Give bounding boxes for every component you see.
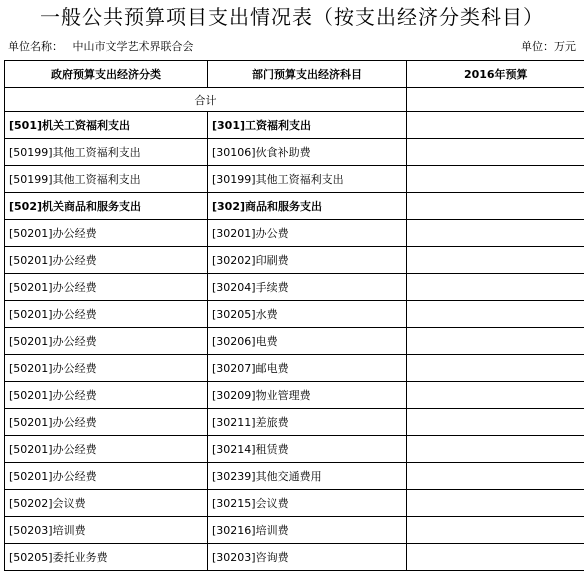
gov-classification-cell: [50205]委托业务费 xyxy=(5,544,208,571)
budget-amount-cell xyxy=(407,274,584,301)
gov-classification-cell: [502]机关商品和服务支出 xyxy=(5,193,208,220)
budget-amount-cell xyxy=(407,517,584,544)
gov-classification-cell: [50201]办公经费 xyxy=(5,247,208,274)
dept-subject-cell: [30206]电费 xyxy=(208,328,407,355)
table-row xyxy=(5,328,584,355)
unit-name: 中山市文学艺术界联合会 xyxy=(72,40,194,53)
dept-subject-cell: [30207]邮电费 xyxy=(208,355,407,382)
gov-classification-cell: [50199]其他工资福利支出 xyxy=(5,139,208,166)
table-row xyxy=(5,166,584,193)
header-2016-budget: 2016年预算 xyxy=(407,61,584,88)
gov-classification-cell: [50201]办公经费 xyxy=(5,463,208,490)
table-row xyxy=(5,247,584,274)
table-row xyxy=(5,220,584,247)
gov-classification-cell: [50201]办公经费 xyxy=(5,409,208,436)
dept-subject-cell: [30106]伙食补助费 xyxy=(208,139,407,166)
budget-amount-cell xyxy=(407,463,584,490)
dept-subject-cell: [30203]咨询费 xyxy=(208,544,407,571)
budget-amount-cell xyxy=(407,328,584,355)
dept-subject-cell: [30205]水费 xyxy=(208,301,407,328)
budget-amount-cell xyxy=(407,193,584,220)
dept-subject-cell: [302]商品和服务支出 xyxy=(208,193,407,220)
gov-classification-cell: [50199]其他工资福利支出 xyxy=(5,166,208,193)
budget-amount-cell xyxy=(407,490,584,517)
currency-unit: 单位：万元 xyxy=(521,40,576,53)
budget-amount-cell xyxy=(407,112,584,139)
budget-amount-cell xyxy=(407,409,584,436)
gov-classification-cell: [50201]办公经费 xyxy=(5,274,208,301)
report-title: 一般公共预算项目支出情况表（按支出经济分类科目） xyxy=(40,5,544,29)
dept-subject-cell: [30211]差旅费 xyxy=(208,409,407,436)
table-row xyxy=(5,436,584,463)
dept-subject-cell: [30204]手续费 xyxy=(208,274,407,301)
header-gov-classification: 政府预算支出经济分类 xyxy=(5,61,208,88)
header-dept-subject: 部门预算支出经济科目 xyxy=(208,61,407,88)
dept-subject-cell: [30199]其他工资福利支出 xyxy=(208,166,407,193)
budget-amount-cell xyxy=(407,247,584,274)
dept-subject-cell: [301]工资福利支出 xyxy=(208,112,407,139)
budget-amount-cell xyxy=(407,166,584,193)
gov-classification-cell: [50201]办公经费 xyxy=(5,328,208,355)
gov-classification-cell: [50201]办公经费 xyxy=(5,355,208,382)
table-row xyxy=(5,139,584,166)
gov-classification-cell: [50201]办公经费 xyxy=(5,382,208,409)
budget-amount-cell xyxy=(407,301,584,328)
gov-classification-cell: [50201]办公经费 xyxy=(5,436,208,463)
budget-amount-cell xyxy=(407,436,584,463)
dept-subject-cell: [30216]培训费 xyxy=(208,517,407,544)
unit-info xyxy=(8,35,194,58)
gov-classification-cell: [50203]培训费 xyxy=(5,517,208,544)
dept-subject-cell: [30201]办公费 xyxy=(208,220,407,247)
expenditure-table xyxy=(4,60,584,571)
budget-amount-cell xyxy=(407,355,584,382)
gov-classification-cell: [50201]办公经费 xyxy=(5,220,208,247)
table-row xyxy=(5,382,584,409)
total-row xyxy=(5,88,584,112)
dept-subject-cell: [30239]其他交通费用 xyxy=(208,463,407,490)
table-row xyxy=(5,112,584,139)
dept-subject-cell: [30215]会议费 xyxy=(208,490,407,517)
gov-classification-cell: [50202]会议费 xyxy=(5,490,208,517)
budget-amount-cell xyxy=(407,139,584,166)
table-row xyxy=(5,193,584,220)
table-row xyxy=(5,355,584,382)
gov-classification-cell: [50201]办公经费 xyxy=(5,301,208,328)
table-header-row xyxy=(5,61,584,88)
budget-amount-cell xyxy=(407,544,584,571)
dept-subject-cell: [30202]印刷费 xyxy=(208,247,407,274)
total-label: 合计 xyxy=(5,88,407,112)
table-row xyxy=(5,409,584,436)
dept-subject-cell: [30209]物业管理费 xyxy=(208,382,407,409)
table-row xyxy=(5,463,584,490)
table-row xyxy=(5,490,584,517)
table-row xyxy=(5,517,584,544)
budget-amount-cell xyxy=(407,220,584,247)
total-amount xyxy=(407,88,584,112)
budget-amount-cell xyxy=(407,382,584,409)
table-row xyxy=(5,301,584,328)
table-row xyxy=(5,544,584,571)
dept-subject-cell: [30214]租赁费 xyxy=(208,436,407,463)
gov-classification-cell: [501]机关工资福利支出 xyxy=(5,112,208,139)
unit-label: 单位名称： xyxy=(8,40,63,53)
table-row xyxy=(5,274,584,301)
